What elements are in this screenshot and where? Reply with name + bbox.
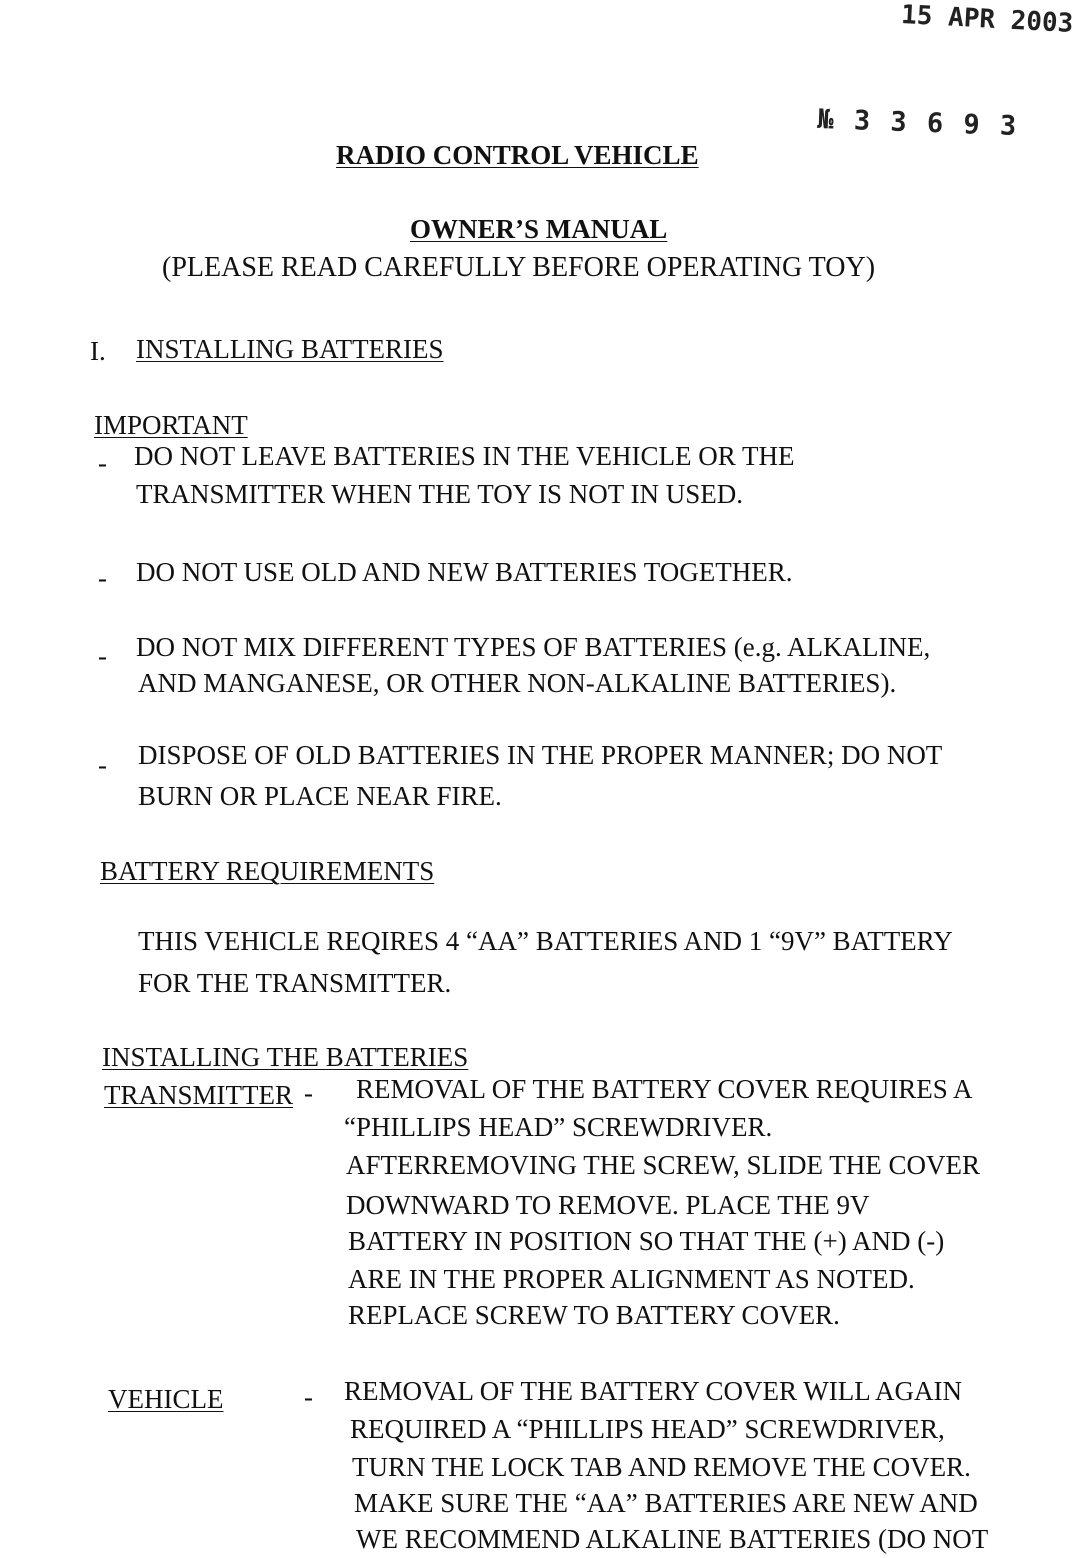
bullet-dash: - bbox=[98, 448, 107, 478]
instruction-line: BATTERY IN POSITION SO THAT THE (+) AND (-) bbox=[348, 1226, 945, 1256]
list-item: DO NOT MIX DIFFERENT TYPES OF BATTERIES (e.g. ALKALINE, bbox=[136, 632, 931, 662]
bullet-dash: - bbox=[98, 750, 107, 780]
battery-requirements-heading: BATTERY REQUIREMENTS bbox=[100, 856, 435, 886]
list-item: AND MANGANESE, OR OTHER NON-ALKALINE BATTERIES). bbox=[138, 668, 897, 698]
document-title: RADIO CONTROL VEHICLE bbox=[336, 140, 699, 170]
list-item: BURN OR PLACE NEAR FIRE. bbox=[138, 781, 502, 811]
instruction-line: DOWNWARD TO REMOVE. PLACE THE 9V bbox=[346, 1190, 870, 1220]
requirements-text: THIS VEHICLE REQIRES 4 “AA” BATTERIES AND 1 “9V” BATTERY bbox=[138, 926, 953, 956]
instruction-line: REPLACE SCREW TO BATTERY COVER. bbox=[348, 1300, 840, 1330]
instruction-line: MAKE SURE THE “AA” BATTERIES ARE NEW AND bbox=[354, 1488, 978, 1518]
requirements-text: FOR THE TRANSMITTER. bbox=[138, 968, 452, 998]
list-item: TRANSMITTER WHEN THE TOY IS NOT IN USED. bbox=[136, 479, 743, 509]
instruction-line: “PHILLIPS HEAD” SCREWDRIVER. bbox=[344, 1112, 773, 1142]
bullet-dash: - bbox=[98, 641, 107, 671]
instruction-line: TURN THE LOCK TAB AND REMOVE THE COVER. bbox=[352, 1452, 971, 1482]
vehicle-label: VEHICLE bbox=[108, 1384, 224, 1414]
instruction-line: REQUIRED A “PHILLIPS HEAD” SCREWDRIVER, bbox=[350, 1414, 945, 1444]
instruction-line: AFTERREMOVING THE SCREW, SLIDE THE COVER bbox=[346, 1150, 981, 1180]
important-heading: IMPORTANT bbox=[94, 410, 248, 440]
reading-note: (PLEASE READ CAREFULLY BEFORE OPERATING TOY) bbox=[162, 252, 876, 283]
instruction-line: REMOVAL OF THE BATTERY COVER REQUIRES A bbox=[356, 1074, 973, 1104]
date-stamp: 15 APR 2003 bbox=[900, 0, 1074, 39]
instruction-line: ARE IN THE PROPER ALIGNMENT AS NOTED. bbox=[348, 1264, 915, 1294]
list-item: DO NOT USE OLD AND NEW BATTERIES TOGETHER. bbox=[136, 557, 793, 587]
serial-number: № 3 3 6 9 3 bbox=[816, 104, 1019, 142]
transmitter-separator: - bbox=[304, 1078, 313, 1108]
instruction-line: WE RECOMMEND ALKALINE BATTERIES (DO NOT bbox=[356, 1524, 989, 1554]
document-subtitle: OWNER’S MANUAL bbox=[410, 214, 668, 244]
bullet-dash: - bbox=[98, 563, 107, 593]
vehicle-separator: - bbox=[304, 1382, 313, 1412]
transmitter-label: TRANSMITTER bbox=[104, 1080, 293, 1110]
list-item: DO NOT LEAVE BATTERIES IN THE VEHICLE OR THE bbox=[134, 441, 795, 471]
installing-heading: INSTALLING THE BATTERIES bbox=[102, 1042, 469, 1072]
section-number: I. bbox=[90, 336, 106, 366]
instruction-line: REMOVAL OF THE BATTERY COVER WILL AGAIN bbox=[344, 1376, 963, 1406]
list-item: DISPOSE OF OLD BATTERIES IN THE PROPER MANNER; DO NOT bbox=[138, 740, 943, 770]
section-heading: INSTALLING BATTERIES bbox=[136, 334, 444, 364]
